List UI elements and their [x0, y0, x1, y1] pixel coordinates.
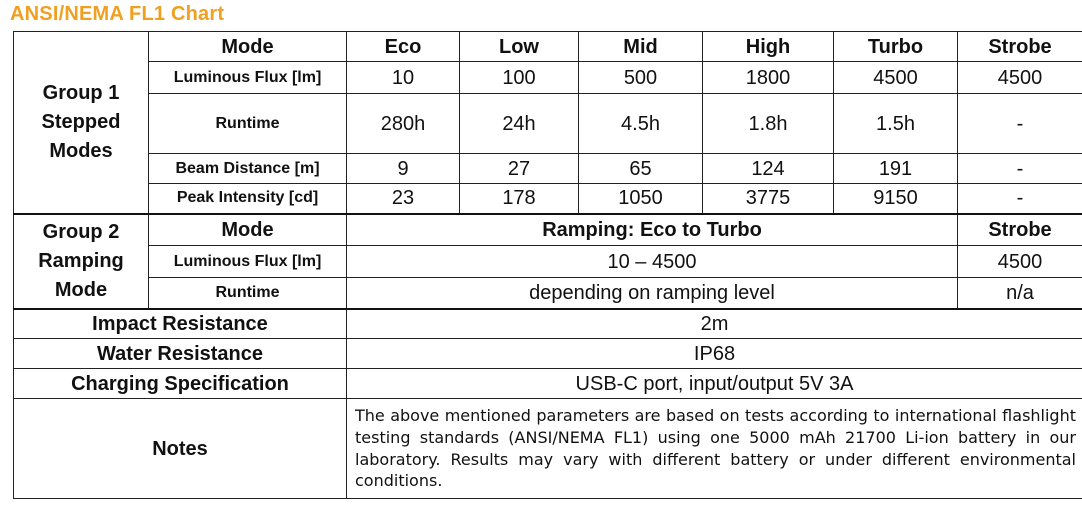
table-cell: 9 [347, 154, 460, 184]
spec-value: USB-C port, input/output 5V 3A [347, 369, 1082, 399]
strobe-header: Strobe [958, 214, 1082, 246]
table-cell: - [958, 94, 1082, 154]
table-cell: 4500 [834, 62, 958, 94]
table-cell: 27 [460, 154, 579, 184]
spec-row [14, 339, 1082, 369]
table-cell: 10 [347, 62, 460, 94]
spec-value: IP68 [347, 339, 1082, 369]
table-cell: 4.5h [579, 94, 703, 154]
mode-strobe: Strobe [958, 32, 1082, 62]
spec-row [14, 369, 1082, 399]
table-cell: 4500 [958, 62, 1082, 94]
mode-turbo: Turbo [834, 32, 958, 62]
chart-title: ANSI/NEMA FL1 Chart [10, 3, 225, 25]
spec-label: Impact Resistance [14, 309, 347, 339]
table-cell: 1.8h [703, 94, 834, 154]
table-cell: 124 [703, 154, 834, 184]
mode-mid: Mid [579, 32, 703, 62]
notes-row [14, 399, 1082, 499]
table-cell: - [958, 184, 1082, 214]
table-cell: n/a [958, 278, 1082, 309]
spec-value: 2m [347, 309, 1082, 339]
notes-text: The above mentioned parameters are based on tests according to international flashlight testing standards (ANSI/NEMA FL1) using one 5000 mAh 21700 Li-ion battery in our laboratory. Results may vary with different battery or under different environmental conditions. [347, 399, 1082, 499]
group1-header-row [14, 32, 1082, 62]
spec-row [14, 309, 1082, 339]
mode-eco: Eco [347, 32, 460, 62]
table-row [14, 246, 1082, 278]
table-cell: 191 [834, 154, 958, 184]
row-label: Luminous Flux [lm] [149, 246, 347, 278]
table-row [14, 278, 1082, 309]
group2-name: Group 2 Ramping Mode [14, 214, 149, 309]
row-label: Luminous Flux [lm] [149, 62, 347, 94]
table-cell: 500 [579, 62, 703, 94]
spec-label: Charging Specification [14, 369, 347, 399]
row-label: Peak Intensity [cd] [149, 184, 347, 214]
table-row [14, 184, 1082, 214]
group2-header-row [14, 214, 1082, 246]
table-cell: 4500 [958, 246, 1082, 278]
table-cell: 9150 [834, 184, 958, 214]
notes-label: Notes [14, 399, 347, 499]
table-cell: 1800 [703, 62, 834, 94]
group2-mode-header: Mode [149, 214, 347, 246]
spec-table [13, 31, 1082, 499]
table-cell: 65 [579, 154, 703, 184]
table-cell: - [958, 154, 1082, 184]
table-row [14, 62, 1082, 94]
table-row [14, 154, 1082, 184]
spec-label: Water Resistance [14, 339, 347, 369]
table-cell: 10 – 4500 [347, 246, 958, 278]
table-cell: 1050 [579, 184, 703, 214]
table-cell: depending on ramping level [347, 278, 958, 309]
mode-low: Low [460, 32, 579, 62]
table-cell: 178 [460, 184, 579, 214]
row-label: Runtime [149, 94, 347, 154]
mode-high: High [703, 32, 834, 62]
table-row [14, 94, 1082, 154]
table-cell: 1.5h [834, 94, 958, 154]
group1-name: Group 1 Stepped Modes [14, 32, 149, 214]
table-cell: 23 [347, 184, 460, 214]
group1-mode-header: Mode [149, 32, 347, 62]
table-cell: 100 [460, 62, 579, 94]
row-label: Beam Distance [m] [149, 154, 347, 184]
table-cell: 24h [460, 94, 579, 154]
table-cell: 280h [347, 94, 460, 154]
ramping-header: Ramping: Eco to Turbo [347, 214, 958, 246]
row-label: Runtime [149, 278, 347, 309]
table-cell: 3775 [703, 184, 834, 214]
